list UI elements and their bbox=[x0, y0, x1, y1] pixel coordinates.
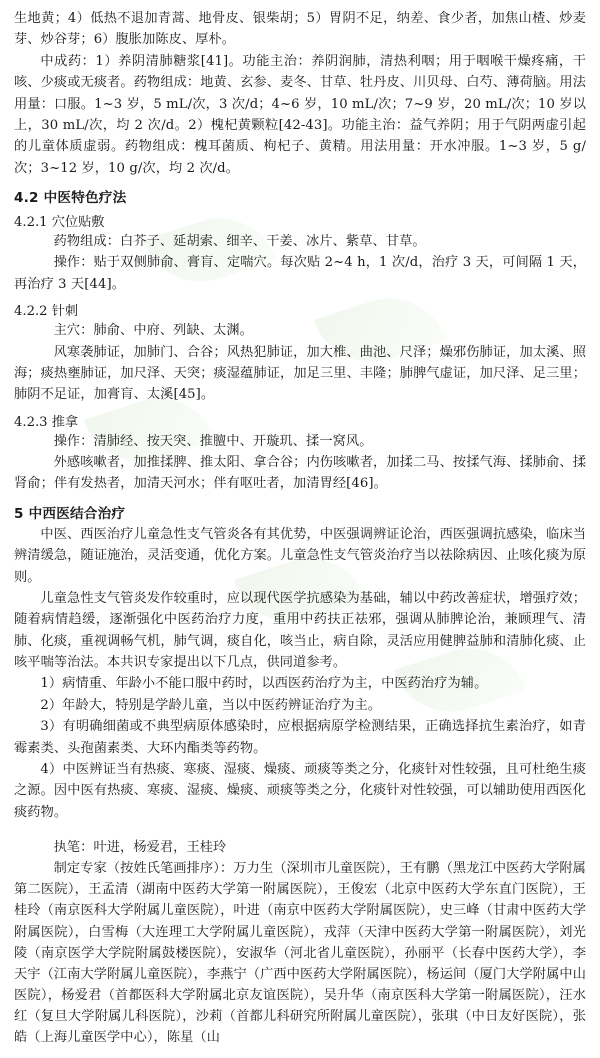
subsection-heading-4-2-1: 4.2.1 穴位贴敷 bbox=[14, 215, 105, 230]
experts-label: 制定专家（按姓氏笔画排序）： bbox=[53, 861, 234, 877]
document-content bbox=[14, 8, 586, 1048]
paragraph-5-point-4: 4）中医辨证当有热痰、寒痰、湿痰、燥痰、顽痰等类之分，化痰针对性较强，且可杜绝生痰之源。因中医有热痰、寒痰、湿痰、燥痰、顽痰等类之分，化痰针对性较强，可以辅助使用西医化痰药物。 bbox=[14, 761, 586, 820]
paragraph-patent-medicines: 中成药：1）养阴清肺糖浆[41]。功能主治：养阴润肺，清热利咽；用于咽喉干燥疼痛，干咳、少痰或无痰者。药物组成：地黄、玄参、麦冬、甘草、牡丹皮、川贝母、白芍、薄荷脑。用法用量：口服。1~3 岁，5 mL/次，3 次/d；4~6 岁，10 mL/次；7~9 岁，20 mL/次；10 岁以上，30 mL/次，均 2 次/d。2）槐杞黄颗粒[42-43]。功能主治：益气养阴；用于气阴两虚引起的儿童体质虚弱。药物组成：槐耳菌质、枸杞子、黄精。用法用量：开水冲服。1~3 岁，5 g/次；3~12 岁，10 g/次，均 2 次/d。 bbox=[14, 53, 586, 176]
writers-line: 执笔：叶进，杨爱君，王桂玲 bbox=[53, 840, 227, 855]
paragraph-4-2-3-operation: 操作：清肺经、按天突、推膻中、开璇玑、揉一窝风。 bbox=[53, 433, 373, 449]
experts-names: 万力生（深圳市儿童医院），王有鹏（黑龙江中医药大学附属第二医院），王孟清（湖南中医药大学第一附属医院），王俊宏（北京中医药大学东直门医院），王桂玲（南京医科大学附属儿童医院），叶进（南京中医药大学附属医院），史三峰（甘肃中医药大学附属医院），白雪梅（大连理工大学附属儿童医院），戎萍（天津中医药大学第一附属医院），刘光陵（南京医学大学院附属鼓楼医院），安淑华（河北省儿童医院），孙丽平（长春中医药大学），李天宇（江南大学附属儿童医院），李燕宁（广西中医药大学附属医院），杨运间（厦门大学附属中山医院），杨爱君（首都医科大学附属北京友谊医院），吴升华（南京医科大学第一附属医院），汪水红（复旦大学附属儿科医院），沙莉（首都儿科研究所附属儿童医院），张琪（中日友好医院），张皓（上海儿童医学中心），陈星（山 bbox=[14, 861, 586, 1046]
section-heading-4-2 bbox=[14, 186, 586, 206]
section-title-5: 中西医结合治疗 bbox=[28, 505, 126, 522]
section-title-4-2: 中医特色疗法 bbox=[43, 190, 127, 206]
paragraph-continued-herbs: 生地黄；4）低热不退加青蒿、地骨皮、银柴胡；5）胃阴不足，纳差、食少者，加焦山楂、炒麦芽、炒谷芽；6）腹胀加陈皮、厚朴。 bbox=[14, 11, 586, 48]
paragraph-4-2-1-composition: 药物组成：白芥子、延胡索、细辛、干姜、冰片、紫草、甘草。 bbox=[53, 234, 426, 249]
subsection-heading-4-2-3: 4.2.3 推拿 bbox=[14, 414, 79, 430]
paragraph-5-point-2: 2）年龄大，特别是学龄儿童，当以中医药辨证治疗为主。 bbox=[40, 697, 382, 713]
experts-line bbox=[14, 858, 586, 1048]
paragraph-5-principle: 中医、西医治疗儿童急性支气管炎各有其优势，中医强调辨证论治，西医强调抗感染，临床当辨清缓急，随证施治，灵活变通，优化方案。儿童急性支气管炎治疗当以祛除病因、止咳化痰为原则。 bbox=[14, 526, 586, 585]
paragraph-5-point-3: 3）有明确细菌或不典型病原体感染时，应根据病原学检测结果，正确选择抗生素治疗，如青霉素类、头孢菌素类、大环内酯类等药物。 bbox=[14, 719, 586, 756]
paragraph-5-strategy: 儿童急性支气管炎发作较重时，应以现代医学抗感染为基础，辅以中药改善症状，增强疗效；随着病情趋缓，逐渐强化中医药治疗力度，重用中药扶正祛邪，强调从肺脾论治，兼顾理气、清肺、化痰，重视调畅气机，肺气调，痰自化，咳当止，病自除，灵活应用健脾益肺和清肺化痰、止咳平喘等治法。本共识专家提出以下几点，供同道参考。 bbox=[14, 590, 586, 670]
subsection-heading-4-2-2: 4.2.2 针刺 bbox=[14, 304, 79, 320]
paragraph-5-point-1: 1）病情重、年龄小不能口服中药时，以西医药治疗为主，中医药治疗为辅。 bbox=[40, 676, 488, 692]
paragraph-4-2-2-syndromes: 风寒袭肺证，加肺门、合谷；风热犯肺证，加大椎、曲池、尺泽；燥邪伤肺证，加太溪、照海；痰热壅肺证，加尺泽、天突；痰湿蕴肺证，加足三里、丰隆；肺脾气虚证，加尺泽、足三里；肺阴不足证，加膏肓、太溪[45]。 bbox=[14, 344, 586, 403]
section-number-4-2: 4.2 bbox=[14, 190, 39, 206]
credits-block bbox=[14, 837, 586, 1048]
section-number-5: 5 bbox=[14, 505, 24, 522]
paragraph-4-2-2-main-points: 主穴：肺俞、中府、列缺、太渊。 bbox=[53, 323, 253, 339]
paragraph-4-2-1-operation: 操作：贴于双侧肺俞、膏肓、定喘穴。每次贴 2~4 h，1 次/d，治疗 3 天，可间隔 1 天，再治疗 3 天[44]。 bbox=[14, 255, 586, 292]
paragraph-4-2-3-additions: 外感咳嗽者，加推揉脾、推太阳、拿合谷；内伤咳嗽者，加揉二马、按揉气海、揉肺俞、揉肾俞；伴有发热者，加清天河水；伴有呕吐者，加清胃经[46]。 bbox=[14, 455, 586, 492]
section-heading-5 bbox=[14, 502, 586, 522]
spacer bbox=[14, 823, 586, 837]
